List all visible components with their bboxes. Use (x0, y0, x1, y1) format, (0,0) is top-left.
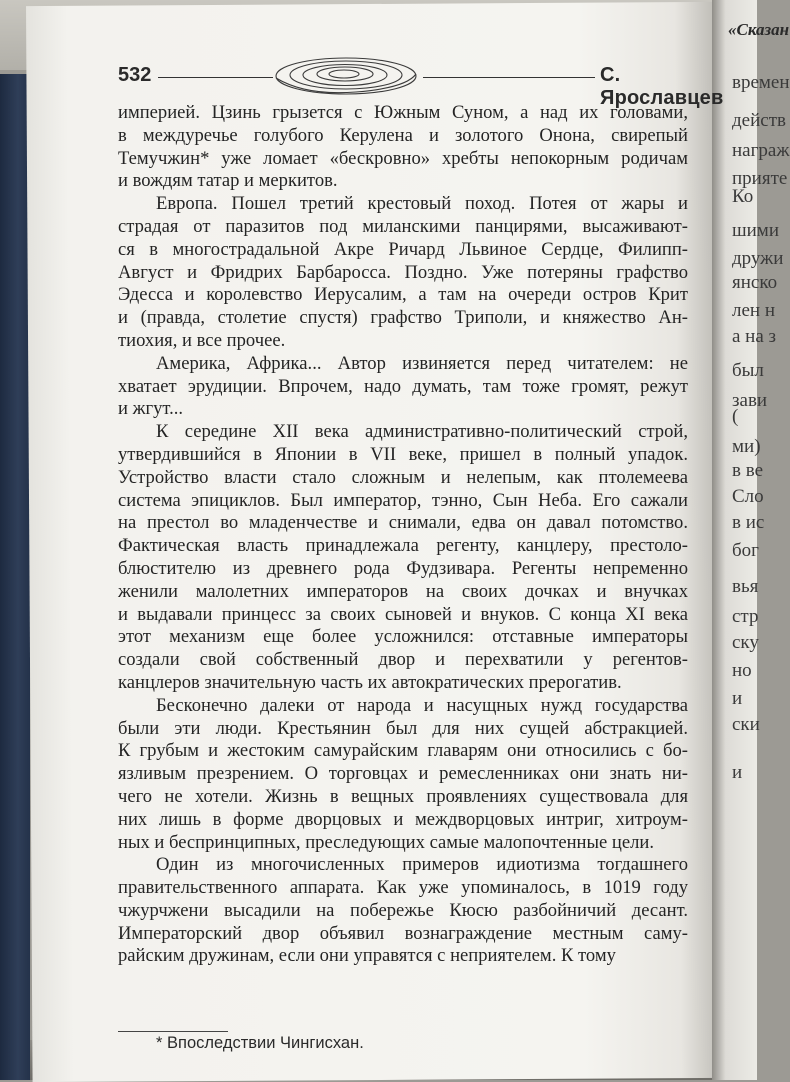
text-line: них лишь в форме дворцовых и междворцовых интриг, хитроум- (118, 808, 688, 830)
text-line: утвердившийся в Японии в VII веке, пришел в полный упадок. (118, 443, 688, 465)
text-line: в междуречье голубого Керулена и золотого Онона, свирепый (118, 124, 688, 146)
next-page-fragment: награж (732, 140, 790, 161)
next-page-fragment: вья (732, 576, 759, 597)
main-text (118, 102, 688, 968)
next-page-fragment: ми) (732, 436, 761, 457)
running-head-author: С. Ярославцев (600, 64, 724, 109)
text-line: Устройство власти стало сложным и нелепым, как птолемеева (118, 466, 688, 488)
next-page-fragment: бог (732, 540, 759, 561)
next-page-fragment: Ко (732, 186, 754, 207)
text-line: канцлеров значительную часть их автократических прерогатив. (118, 671, 622, 693)
next-page-fragment: действ (732, 110, 786, 131)
paragraph (118, 353, 688, 421)
next-page-fragment: и (732, 688, 743, 709)
text-line: Императорский двор объявил вознаграждение местным саму- (118, 922, 688, 944)
paragraph (118, 854, 688, 968)
next-page-fragment: Сло (732, 486, 764, 507)
text-line: империей. Цзинь грызется с Южным Суном, а над их головами, (118, 102, 688, 123)
text-line: Август и Фридрих Барбаросса. Поздно. Уже потеряны графство (118, 261, 688, 283)
spiral-ornament-icon (266, 52, 426, 100)
next-page-fragment: а на з (732, 326, 777, 347)
next-page-fragment: в ис (732, 512, 765, 533)
text-line: Европа. Пошел третий крестовый поход. Потея от жары и (156, 193, 688, 215)
footnote-rule (118, 1031, 228, 1032)
next-page-fragment: времен (732, 72, 790, 93)
next-page-fragment: лен н (732, 300, 776, 321)
paragraph (118, 193, 688, 353)
text-line: Бесконечно далеки от народа и насущных нужд государства (156, 694, 688, 716)
text-line: чжурчжени высадили на побережье Кюсю разбойничий десант. (118, 899, 688, 921)
text-line: язливым презрением. О торговцах и ремесленниках они знать ни- (118, 763, 688, 785)
text-line: были эти люди. Крестьянин был для них сущей абстракцией. (118, 717, 688, 739)
text-line: райским дружинам, если они управятся с неприятелем. К тому (118, 945, 616, 967)
book-cover-edge (0, 74, 30, 1080)
text-line: создали свой собственный двор и перехватили у регентов- (118, 649, 688, 671)
text-line: тиохия, и все прочее. (118, 329, 286, 351)
next-page-fragment: шими (732, 220, 779, 241)
next-page-fragment: зави (732, 390, 768, 411)
text-line: и выдавали принцесс за своих сыновей и внуков. С конца XI века (118, 603, 688, 625)
text-line: Америка, Африка... Автор извиняется перед читателем: не (156, 352, 688, 374)
text-line: Один из многочисленных примеров идиотизма тогдашнего (156, 854, 688, 876)
next-page-fragment: стр (732, 606, 759, 627)
text-line: правительственного аппарата. Как уже упоминалось, в 1019 году (118, 877, 688, 899)
text-line: Эдесса и королевство Иерусалим, а там на очереди остров Крит (118, 284, 688, 306)
next-page-header-fragment: «Сказан (728, 20, 790, 39)
running-header (118, 58, 724, 109)
footnote: * Впоследствии Чингисхан. (156, 1034, 364, 1052)
next-page-fragment: янско (732, 272, 778, 293)
text-line: женили малолетних императоров на своих дочках и внучках (118, 580, 688, 602)
next-page-fragment: ( (732, 406, 739, 427)
paragraph (118, 695, 688, 855)
text-line: на престол во младенчестве и снимали, едва он давал потомство. (118, 512, 688, 534)
next-page-fragment: ску (732, 632, 759, 653)
next-page-fragment: и (732, 762, 743, 783)
text-line: и жгут... (118, 398, 184, 420)
text-line: ных и беспринципных, преследующих самые малопочтенные цели. (118, 831, 654, 853)
next-page-fragment: прияте (732, 168, 788, 189)
text-line: этот механизм еще более усложнился: отставные императоры (118, 626, 688, 648)
paragraph (118, 102, 688, 193)
text-line: и вождям татар и меркитов. (118, 170, 338, 192)
next-page-fragment: был (732, 360, 764, 381)
text-line: чего не хотели. Жизнь в вещных проявлениях существовала для (118, 785, 688, 807)
page-number: 532 (118, 64, 152, 86)
text-line: К середине XII века административно-политический строй, (156, 421, 688, 443)
text-line: страдая от паразитов под миланскими панцирями, высаживают- (118, 215, 688, 237)
text-line: и (правда, столетие спустя) графство Триполи, и княжество Ан- (118, 307, 688, 329)
text-line: Темучжин* уже ломает «бескровно» хребты непокорным родичам (118, 147, 688, 169)
next-page-fragment: дружи (732, 248, 784, 269)
next-page-fragment: но (732, 660, 752, 681)
next-page-fragment: ски (732, 714, 760, 735)
text-line: блюстителю из древнего рода Фудзивара. Регенты непременно (118, 557, 688, 579)
next-page-fragment: в ве (732, 460, 764, 481)
next-page-edge (712, 0, 790, 1080)
paragraph (118, 421, 688, 695)
header-rule-right (423, 77, 595, 78)
header-rule-left (158, 77, 273, 78)
text-line: хватает эрудиции. Впрочем, надо думать, там тоже громят, режут (118, 375, 688, 397)
text-line: Фактическая власть принадлежала регенту, канцлеру, престоло- (118, 535, 688, 557)
text-line: ся в многострадальной Акре Ричард Львиное Сердце, Филипп- (118, 238, 688, 260)
text-line: К грубым и жестоким самурайским главарям они относились с бо- (118, 740, 688, 762)
text-line: система эпициклов. Был император, тэнно, Сын Неба. Его сажали (118, 489, 688, 511)
